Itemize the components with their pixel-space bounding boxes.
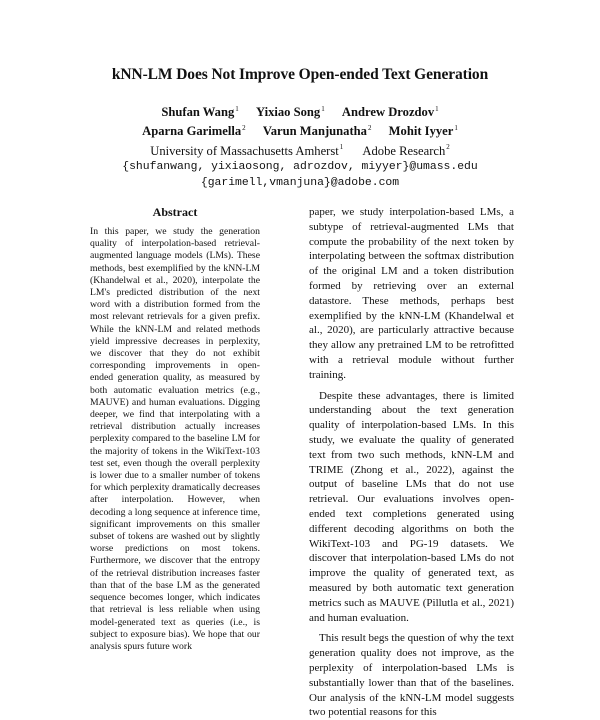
author-name: Andrew Drozdov$^1$ (341, 105, 439, 120)
author-name: Mohit Iyyer$^1$ (388, 124, 458, 139)
email-line-1: {shufanwang, yixiaosong, adrozdov, miyyer}@umass.edu (122, 160, 478, 173)
paper-title: kNN-LM Does Not Improve Open-ended Text Generation (111, 66, 489, 83)
body-column (309, 205, 514, 720)
author-name: Aparna Garimella$^2$ (142, 124, 246, 139)
author-row-2 (0, 120, 600, 139)
body-paragraph: Despite these advantages, there is limited understanding about the text generation quality of interpolation-based LMs. In this study, we evaluate the quality of generated text from two such methods, kNN-LM and TRIME (Zhong et al., 2022), against the output of baseline LMs that do not use retrieval. Our evaluations involves open-ended text completions generated using different decoding algorithms on both the WikiText-103 and PG-19 datasets. We discover that interpolation-based LMs do not improve the quality of generated text, as measured by both automatic text generation metrics such as MAUVE (Pillutla et al., 2021) and human evaluation. (309, 389, 514, 624)
author-name: Varun Manjunatha$^2$ (262, 124, 372, 139)
author-block (0, 101, 600, 191)
body-paragraph: This result begs the question of why the text generation quality does not improve, as the perplexity of interpolation-based LMs is substantially lower than that of the baselines. Our analysis of the kNN-LM model suggests two potential reasons for this (309, 632, 514, 719)
affiliation: Adobe Research$^2$ (362, 143, 450, 158)
body-paragraph: paper, we study interpolation-based LMs, a subtype of retrieval-augmented LMs that compute the probability of the next token by interpolating between the softmax distribution of the original LM and a token distribution formed by retrieving over an external datastore. These methods, perhaps best exemplified by the kNN-LM (Khandelwal et al., 2020), are particularly attractive because they allow any pretrained LM to be retrofitted with a retrieval module without further training. (309, 206, 514, 381)
email-line-2: {garimell,vmanjuna}@adobe.com (200, 176, 400, 189)
author-name: Yixiao Song$^1$ (255, 105, 325, 120)
abstract-heading: Abstract (152, 205, 198, 219)
affiliation-row (0, 139, 600, 158)
abstract-body (90, 226, 260, 653)
abstract-text: In this paper, we study the generation quality of interpolation-based retrieval-augmented language models (LMs). These methods, best exemplified by the kNN-LM (Khandelwal et al., 2020), interpolate the LM's predicted distribution of the next word with a distribution formed from the most relevant retrievals for a given prefix. While the kNN-LM and related methods yield impressive decreases in perplexity, we discover that they do not exhibit corresponding improvements in open-ended generation quality, as measured by both automatic evaluation metrics (e.g., MAUVE) and human evaluations. Digging deeper, we find that interpolating with a retrieval distribution actually increases perplexity compared to the baseline LM for the majority of tokens in the WikiText-103 test set, even though the overall perplexity is lower due to a smaller number of tokens for which perplexity dramatically decreases after interpolation. However, when decoding a long sequence at inference time, significant improvements on this smaller subset of tokens are washed out by slightly worse predictions on most tokens. Furthermore, we discover that the entropy of the retrieval distribution increases faster than that of the base LM as the generated sequence becomes longer, which indicates that retrieval is less reliable when using model-generated text as queries (i.e., is subject to exposure bias). We hope that our analysis spurs future work (90, 226, 260, 652)
author-row-1 (0, 101, 600, 120)
affiliation: University of Massachusetts Amherst$^1$ (150, 143, 344, 158)
author-name: Shufan Wang$^1$ (161, 105, 239, 120)
